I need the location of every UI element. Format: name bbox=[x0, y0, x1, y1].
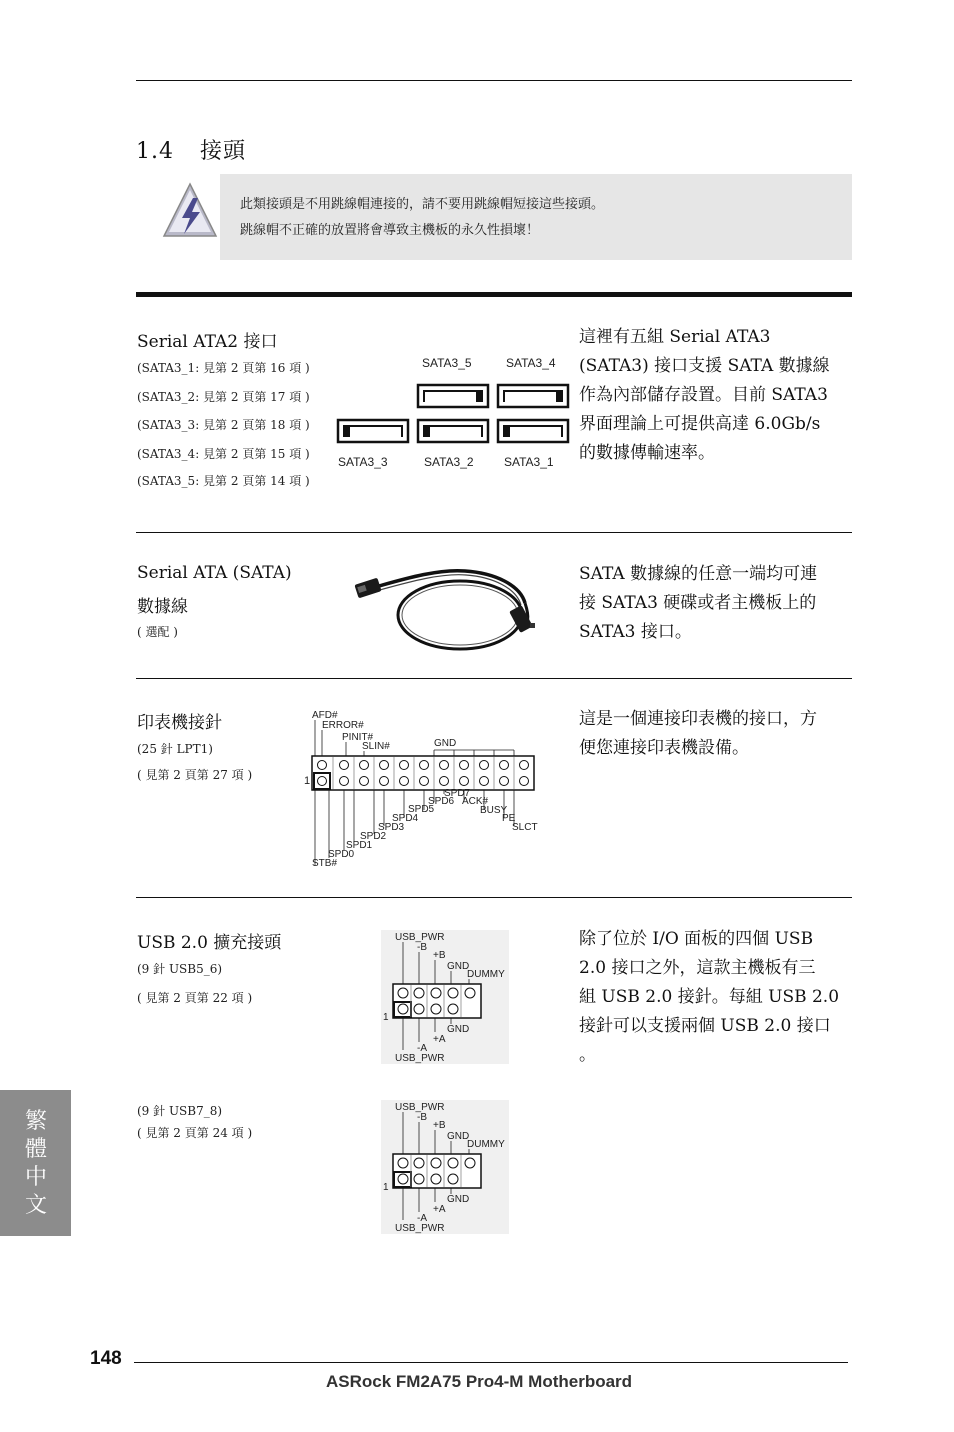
sata-port-4 bbox=[498, 385, 568, 407]
pin-label-spd2: SPD2 bbox=[360, 831, 387, 842]
usb-sub1: (9 針 USB5_6) bbox=[137, 962, 223, 976]
usb1-pin-gnd-bottom: GND bbox=[447, 1024, 470, 1035]
sata-port-2 bbox=[418, 420, 488, 442]
footer-rule bbox=[134, 1362, 848, 1363]
sata-label-5: SATA3_5 bbox=[422, 356, 472, 370]
pin-label-gnd: GND bbox=[434, 738, 457, 749]
usb2-pin-minus-b: -B bbox=[417, 1112, 427, 1123]
sata-cable-image bbox=[350, 563, 545, 651]
usb1-pin-usbpwr-bottom: USB_PWR bbox=[395, 1053, 445, 1064]
pin-label-spd1: SPD1 bbox=[346, 840, 373, 851]
sata-label-2: SATA3_2 bbox=[424, 455, 474, 469]
cable-title-line2: 數據線 bbox=[137, 597, 188, 617]
usb-second-sub1: (9 針 USB7_8) bbox=[137, 1104, 223, 1118]
sata-item-4: (SATA3_4: 見第 2 頁第 15 項 ) bbox=[137, 447, 310, 461]
sata-ports-diagram bbox=[334, 348, 570, 478]
usb2-pin-gnd-top: GND bbox=[447, 1131, 470, 1142]
usb1-pin1: 1 bbox=[383, 1012, 389, 1023]
pin-label-pinit: PINIT# bbox=[342, 732, 374, 743]
pin-label-spd6: SPD6 bbox=[428, 796, 455, 807]
pin-label-spd0: SPD0 bbox=[328, 849, 355, 860]
warning-box bbox=[220, 174, 852, 260]
usb2-pin-plus-b: +B bbox=[433, 1120, 446, 1131]
sata-title: Serial ATA2 接口 bbox=[137, 332, 278, 352]
divider-printer bbox=[136, 897, 852, 898]
printer-title: 印表機接針 bbox=[137, 713, 222, 733]
pin-label-slin: SLIN# bbox=[362, 741, 390, 752]
usb1-pin-minus-b: -B bbox=[417, 942, 427, 953]
pin-label-afd: AFD# bbox=[312, 710, 338, 721]
language-side-tab-label: 繁體中文 bbox=[24, 1109, 47, 1218]
usb-header-diagram-2 bbox=[381, 1100, 509, 1234]
usb2-pin-plus-a: +A bbox=[433, 1204, 446, 1215]
usb-title: USB 2.0 擴充接頭 bbox=[137, 933, 282, 953]
sata-label-4: SATA3_4 bbox=[506, 356, 556, 370]
printer-sub2: ( 見第 2 頁第 27 項 ) bbox=[137, 768, 253, 782]
cable-description: SATA 數據線的任意一端均可連 接 SATA3 硬碟或者主機板上的 SATA3 接口。 bbox=[579, 564, 818, 642]
sata-port-3 bbox=[338, 420, 408, 442]
section-title: 接頭 bbox=[200, 139, 247, 164]
sata-label-1: SATA3_1 bbox=[504, 455, 554, 469]
sata-description: 這裡有五組 Serial ATA3 (SATA3) 接口支援 SATA 數據線 作為內部儲存設置。目前 SATA3 界面理論上可提供高達 6.0Gb/s 的數據傳輸速率。 bbox=[579, 327, 830, 463]
printer-sub1: (25 針 LPT1) bbox=[137, 742, 213, 756]
cable-note: ( 選配 ) bbox=[137, 625, 178, 639]
printer-header-diagram bbox=[304, 706, 544, 870]
section-divider-thick bbox=[136, 292, 852, 297]
page-number: 148 bbox=[90, 1348, 122, 1369]
pin-label-spd4: SPD4 bbox=[392, 813, 419, 824]
sata-port-1 bbox=[498, 420, 568, 442]
usb2-pin-usbpwr-bottom: USB_PWR bbox=[395, 1223, 445, 1234]
sata-port-5 bbox=[418, 385, 488, 407]
warning-line-1: 此類接頭是不用跳線帽連接的，請不要用跳線帽短接這些接頭。 bbox=[240, 197, 605, 212]
usb1-pin-plus-a: +A bbox=[433, 1034, 446, 1045]
usb1-pin-plus-b: +B bbox=[433, 950, 446, 961]
usb2-pin-dummy: DUMMY bbox=[467, 1139, 505, 1150]
footer-title: ASRock FM2A75 Pro4-M Motherboard bbox=[326, 1372, 633, 1391]
usb2-pin1: 1 bbox=[383, 1182, 389, 1193]
sata-item-1: (SATA3_1: 見第 2 頁第 16 項 ) bbox=[137, 361, 310, 375]
language-side-tab bbox=[0, 1090, 71, 1236]
usb1-pin-gnd-top: GND bbox=[447, 961, 470, 972]
warning-line-2: 跳線帽不正確的放置將會導致主機板的永久性損壞！ bbox=[240, 223, 540, 238]
usb-header-diagram-1 bbox=[381, 930, 509, 1064]
usb-description: 除了位於 I/O 面板的四個 USB 2.0 接口之外，這款主機板有三 組 USB 2.0 接針。每組 USB 2.0 接針可以支援兩個 USB 2.0 接口 。 bbox=[579, 929, 840, 1065]
pin-label-busy: BUSY bbox=[480, 805, 508, 816]
usb2-pin-minus-a: -A bbox=[417, 1213, 427, 1224]
top-divider bbox=[136, 80, 852, 81]
cable-title-line1: Serial ATA (SATA) bbox=[137, 563, 292, 583]
section-heading bbox=[136, 134, 246, 165]
warning-triangle-icon bbox=[160, 180, 220, 242]
pin-label-pe: PE bbox=[502, 813, 516, 824]
pin-label-spd3: SPD3 bbox=[378, 822, 405, 833]
pin-label-stb: STB# bbox=[312, 858, 338, 869]
printer-description: 這是一個連接印表機的接口，方 便您連接印表機設備。 bbox=[579, 709, 817, 758]
usb1-pin-minus-a: -A bbox=[417, 1043, 427, 1054]
usb1-pin-usbpwr-top: USB_PWR bbox=[395, 932, 445, 943]
usb2-pin-gnd-bottom: GND bbox=[447, 1194, 470, 1205]
usb1-pin-dummy: DUMMY bbox=[467, 969, 505, 980]
printer-pin1-label: 1 bbox=[304, 775, 311, 787]
pin-label-error: ERROR# bbox=[322, 720, 364, 731]
usb-sub2: ( 見第 2 頁第 22 項 ) bbox=[137, 991, 253, 1005]
pin-label-spd7: SPD7 bbox=[444, 788, 471, 799]
usb2-pin-usbpwr-top: USB_PWR bbox=[395, 1102, 445, 1113]
divider-sata bbox=[136, 532, 852, 533]
pin-label-slct: SLCT bbox=[512, 822, 538, 833]
sata-label-3: SATA3_3 bbox=[338, 455, 388, 469]
section-number: 1.4 bbox=[136, 139, 174, 164]
sata-item-3: (SATA3_3: 見第 2 頁第 18 項 ) bbox=[137, 418, 310, 432]
pin-label-spd5: SPD5 bbox=[408, 804, 435, 815]
divider-cable bbox=[136, 678, 852, 679]
usb-second-sub2: ( 見第 2 頁第 24 項 ) bbox=[137, 1126, 253, 1140]
pin-label-ack: ACK# bbox=[462, 796, 489, 807]
sata-item-2: (SATA3_2: 見第 2 頁第 17 項 ) bbox=[137, 390, 310, 404]
sata-item-5: (SATA3_5: 見第 2 頁第 14 項 ) bbox=[137, 474, 310, 488]
